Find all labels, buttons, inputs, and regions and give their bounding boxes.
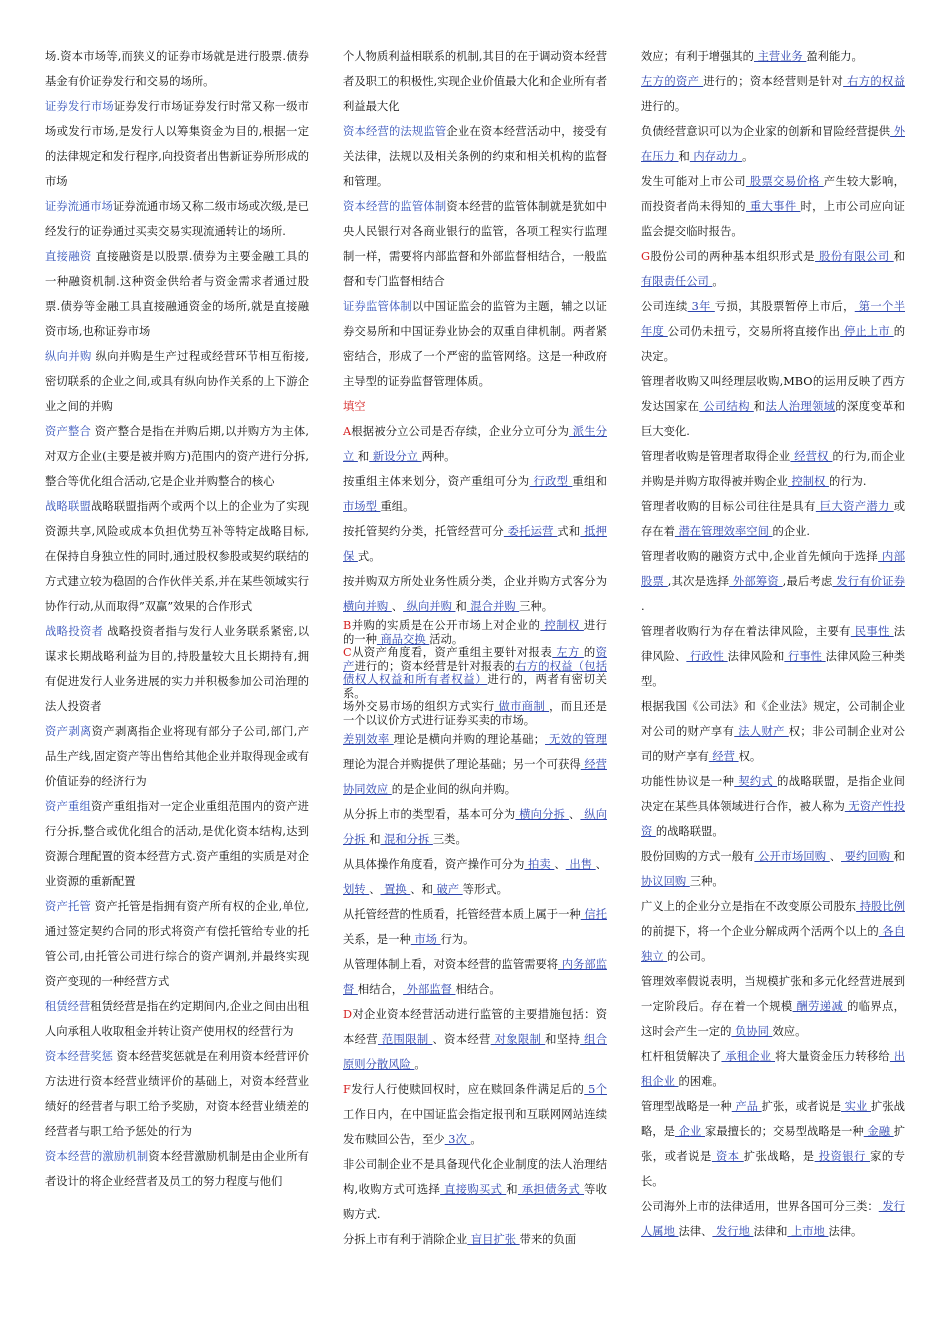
text-run: 的行为. bbox=[828, 475, 867, 488]
text-run: 进行的一种 bbox=[343, 619, 607, 646]
filled-answer: 直接购买式 bbox=[440, 1183, 507, 1196]
text-run: 和 bbox=[893, 250, 905, 263]
text-run: 权；非公司制企业对公司的财产享有 bbox=[641, 725, 905, 763]
filled-answer: 划转 bbox=[343, 883, 370, 896]
text-run: 扩张战略，是 bbox=[641, 1100, 905, 1138]
filled-answer: 右方的权益（包括债权人权益和所有者权益） bbox=[343, 659, 607, 686]
filled-answer: 内部股票 bbox=[641, 550, 905, 588]
term-label: 资本经营的法规监管 bbox=[343, 125, 447, 138]
paragraph bbox=[45, 619, 309, 719]
text-run: 关系，是一种 bbox=[343, 933, 411, 946]
filled-answer: 混合并购 bbox=[466, 600, 520, 613]
text-run: 。 bbox=[470, 1133, 482, 1146]
text-run: 效应；有利于增强其的 bbox=[641, 50, 754, 63]
paragraph bbox=[45, 244, 309, 344]
filled-answer: 拍卖 bbox=[524, 858, 555, 871]
filled-answer: 5个 bbox=[584, 1083, 607, 1096]
filled-answer: 行事性 bbox=[784, 650, 826, 663]
text-run: 管理者收购行为存在着法律风险，主要有 bbox=[641, 625, 851, 638]
text-run: 权。 bbox=[738, 750, 762, 763]
text-run: 股份回购的方式一般有 bbox=[641, 850, 755, 863]
filled-answer: 横向并购 bbox=[343, 600, 392, 613]
filled-answer: 停止上市 bbox=[840, 325, 894, 338]
text-run: 根据被分立公司是否存续，企业分立可分为 bbox=[351, 425, 570, 438]
text-run: 法律。 bbox=[828, 1225, 863, 1238]
text-run: 带来的负面 bbox=[519, 1233, 577, 1246]
text-run: 、 bbox=[829, 850, 842, 863]
text-run: 分拆上市有利于消除企业 bbox=[343, 1233, 468, 1246]
text-run: 的行为,而企业并购是并购方取得被并购企业 bbox=[641, 450, 905, 488]
text-run: 根据我国《公司法》和《企业法》规定，公司制企业对公司的财产享有 bbox=[641, 700, 905, 738]
paragraph bbox=[343, 619, 607, 646]
filled-answer: 出租企业 bbox=[641, 1050, 905, 1088]
filled-answer: 商品交换 bbox=[376, 632, 430, 646]
index-letter: G bbox=[641, 250, 651, 263]
text-run: 和 bbox=[357, 450, 370, 463]
filled-answer: 范围限制 bbox=[377, 1033, 433, 1046]
text-run: 和 bbox=[369, 833, 381, 846]
filled-answer: 投资银行 bbox=[814, 1150, 871, 1163]
paragraph bbox=[343, 852, 607, 902]
text-run: 并购的实质是在公开市场上对企业的 bbox=[351, 619, 541, 632]
paragraph bbox=[45, 419, 309, 494]
text-run: 时，上市公司应向证监会提交临时报告。 bbox=[641, 200, 905, 238]
text-run: 进行的；资本经营则是针对 bbox=[703, 75, 844, 88]
text-run: 式。 bbox=[357, 550, 381, 563]
text-run: 从资产角度看，资产重组主要针对报表 bbox=[351, 646, 553, 659]
left-column bbox=[45, 44, 309, 1194]
filled-answer: 信托 bbox=[580, 908, 607, 921]
paragraph bbox=[45, 994, 309, 1044]
index-letter: F bbox=[343, 1083, 351, 1096]
filled-answer: 金融 bbox=[863, 1125, 894, 1138]
filled-answer: 做市商制 bbox=[494, 700, 550, 713]
paragraph bbox=[343, 727, 607, 802]
text-run: 非公司制企业不是具备现代化企业制度的法人治理结构,收购方式可选择 bbox=[343, 1158, 607, 1196]
text-run: 和坚持 bbox=[545, 1033, 581, 1046]
filled-answer: 发行人属地 bbox=[641, 1200, 905, 1238]
paragraph bbox=[343, 569, 607, 619]
text-run: 等形式。 bbox=[462, 883, 508, 896]
filled-answer: 破产 bbox=[432, 883, 463, 896]
text-run: 管理者收购又叫经理层收购,MBO的运用反映了西方发达国家在 bbox=[641, 375, 905, 413]
text-run: 的决定。 bbox=[641, 325, 906, 363]
paragraph bbox=[343, 394, 607, 419]
paragraph bbox=[45, 719, 309, 794]
text-run: 、 bbox=[595, 858, 607, 871]
text-run: 和 bbox=[455, 600, 467, 613]
filled-answer: 3年 bbox=[687, 300, 715, 313]
text-run: 相结合。 bbox=[455, 983, 501, 996]
text-run: 的困难。 bbox=[678, 1075, 724, 1088]
filled-answer: 潜在管理效率空间 bbox=[674, 525, 773, 538]
text-run: 。 bbox=[414, 1058, 426, 1071]
text-run: 从具体操作角度看，资产操作可分为 bbox=[343, 858, 525, 871]
paragraph bbox=[45, 344, 309, 419]
term-label: 租赁经营 bbox=[45, 1000, 91, 1013]
text-run: 法律、 bbox=[678, 1225, 713, 1238]
filled-answer: 行政性 bbox=[686, 650, 728, 663]
text-run: 管理者收购是管理者取得企业 bbox=[641, 450, 791, 463]
text-run: 广义上的企业分立是指在不改变原公司股东 bbox=[641, 900, 857, 913]
paragraph bbox=[641, 169, 905, 244]
text-run: 和 bbox=[506, 1183, 518, 1196]
text-run: 活动。 bbox=[429, 632, 464, 646]
text-run: 企业在资本经营活动中，接受有关法律，法规以及相关条例的约束和相关机构的监督和管理。 bbox=[343, 125, 607, 188]
right-column bbox=[641, 44, 905, 1244]
filled-answer: 负协同 bbox=[731, 1025, 773, 1038]
section-heading: 填空 bbox=[343, 400, 366, 413]
filled-answer: 行政型 bbox=[529, 475, 573, 488]
filled-answer: 左方 bbox=[552, 646, 584, 659]
index-letter: D bbox=[343, 1008, 353, 1021]
paragraph bbox=[641, 894, 905, 969]
text-run: 法律风险和 bbox=[727, 650, 785, 663]
term-label: 资产重组 bbox=[45, 800, 91, 813]
text-run: 法律风险三种类型。 bbox=[641, 650, 905, 688]
term-label: 证券监管体制 bbox=[343, 300, 412, 313]
filled-answer: 第一个半年度 bbox=[641, 300, 905, 338]
text-run: 、和 bbox=[410, 883, 433, 896]
text-run: 重组和 bbox=[572, 475, 607, 488]
text-run: 的战略联盟，是指企业间决定在某些具体领域进行合作，被人称为 bbox=[641, 775, 905, 813]
text-run: 公司连续 bbox=[641, 300, 688, 313]
paragraph bbox=[641, 119, 905, 169]
paragraph bbox=[343, 952, 607, 1002]
paragraph bbox=[641, 244, 905, 294]
filled-answer: 公司结构 bbox=[699, 400, 754, 413]
text-run: 和 bbox=[678, 150, 690, 163]
filled-answer: 资本 bbox=[711, 1150, 744, 1163]
text-run: 和 bbox=[893, 850, 905, 863]
filled-answer: 经营协同效应 bbox=[343, 758, 607, 796]
text-run: 从托管经营的性质看，托管经营本质上属于一种 bbox=[343, 908, 581, 921]
text-run: 的深度变革和巨大变化. bbox=[641, 400, 905, 438]
paragraph bbox=[641, 544, 905, 619]
term-label: 证券发行市场 bbox=[45, 100, 114, 113]
filled-answer: 纵向并购 bbox=[403, 600, 456, 613]
filled-answer: 民事性 bbox=[850, 625, 894, 638]
filled-answer: 横向分拆 bbox=[515, 808, 569, 821]
text-run: 资产重组指对一定企业重组范围内的资产进行分拆,整合或优化组合的活动,是优化资本结构,达到资源合理配置的资本经营方式.资产重组的实质是对企业资源的重新配置 bbox=[45, 800, 309, 888]
filled-answer: 控制权 bbox=[540, 619, 584, 632]
paragraph bbox=[45, 94, 309, 194]
paragraph bbox=[45, 494, 309, 619]
text-run: 纵向并购是生产过程或经营环节相互衔接,密切联系的企业之间,或具有纵向协作关系的上下游企业之间的并购 bbox=[45, 350, 309, 413]
text-run: 的前提下，将一个企业分解成两个活两个以上的 bbox=[641, 925, 879, 938]
text-run: ,最后考虑 bbox=[782, 575, 833, 588]
paragraph bbox=[45, 194, 309, 244]
paragraph bbox=[343, 519, 607, 569]
text-run: 将大量资金压力转移给 bbox=[774, 1050, 890, 1063]
filled-answer: 市场型 bbox=[343, 500, 381, 513]
filled-answer: 内存动力 bbox=[689, 150, 743, 163]
paragraph bbox=[45, 794, 309, 894]
text-run: 资产托管是指拥有资产所有权的企业,单位,通过签定契约合同的形式将资产有偿托管给专业的托管公司,由托管公司进行综合的资产调剂,并最终实现资产变现的一种经营方式 bbox=[45, 900, 309, 988]
text-run: 以中国证监会的监管为主题，辅之以证券交易所和中国证券业协会的双重自律机制。两者紧密结合，形成了一个严密的监管网络。这是一种政府主导型的证券监督管理体质。 bbox=[343, 300, 607, 388]
filled-answer: 酬劳递减 bbox=[792, 1000, 848, 1013]
filled-answer: 控制权 bbox=[787, 475, 829, 488]
filled-answer: 法人治理领域 bbox=[765, 400, 836, 413]
index-letter: A bbox=[343, 425, 352, 438]
text-run: 扩张，或者说是 bbox=[641, 1125, 905, 1163]
filled-answer: 承租企业 bbox=[721, 1050, 775, 1063]
term-label: 资产整合 bbox=[45, 425, 91, 438]
filled-answer: 上市地 bbox=[787, 1225, 829, 1238]
text-run: 法律和 bbox=[753, 1225, 788, 1238]
text-run: 式和 bbox=[557, 525, 581, 538]
text-run: 、 bbox=[568, 808, 581, 821]
paragraph bbox=[641, 1194, 905, 1244]
filled-answer: 巨大资产潜力 bbox=[815, 500, 894, 513]
filled-answer: 资产 bbox=[343, 646, 607, 673]
text-run: 从管理体制上看，对资本经营的监管需要将 bbox=[343, 958, 559, 971]
term-label: 资产剥离 bbox=[45, 725, 92, 738]
term-label: 资本经营的激励机制 bbox=[45, 1150, 149, 1163]
text-run: 战略联盟指两个或两个以上的企业为了实现资源共享,风险或成本负担优势互补等特定战略目标,在保持自身独立性的同时,通过股权参股或契约联结的方式建立较为稳固的合作伙伴关系,并在某些领域实行协作行动,从而取得”双赢”效果的合作形式 bbox=[45, 500, 309, 613]
paragraph bbox=[343, 294, 607, 394]
filled-answer: 出售 bbox=[565, 858, 596, 871]
text-run: 进行的；资本经营是针对报表的 bbox=[354, 659, 516, 673]
filled-answer: 盲目扩张 bbox=[467, 1233, 520, 1246]
filled-answer: 发行地 bbox=[712, 1225, 754, 1238]
text-run: 、资本经营 bbox=[432, 1033, 491, 1046]
filled-answer: 右方的权益 bbox=[843, 75, 905, 88]
text-run: 两种。 bbox=[421, 450, 456, 463]
paragraph bbox=[641, 444, 905, 494]
text-run: 按托管契约分类，托管经营可分 bbox=[343, 525, 504, 538]
text-run: 的是企业间的纵向并购。 bbox=[391, 783, 517, 796]
term-label: 战略投资者 bbox=[45, 625, 104, 638]
text-run: 亏损，其股票暂停上市后， bbox=[714, 300, 855, 313]
paragraph bbox=[641, 494, 905, 544]
text-run: 场外交易市场的组织方式实行 bbox=[343, 700, 495, 713]
filled-answer: 股票交易价格 bbox=[745, 175, 824, 188]
text-run: 重组。 bbox=[380, 500, 415, 513]
text-run: 资本经营奖惩就是在利用资本经营评价方法进行资本经营业绩评价的基础上，对资本经营业绩好的经营者与职工给予奖励，对资本经营业绩差的经营者与职工给予惩处的行为 bbox=[45, 1050, 309, 1138]
text-run: ,其次是选择 bbox=[667, 575, 730, 588]
text-run: 家最擅长的；交易型战略是一种 bbox=[704, 1125, 864, 1138]
term-label: 资本经营的监管体制 bbox=[343, 200, 447, 213]
text-run: 三类。 bbox=[432, 833, 467, 846]
text-run: 管理者收购的目标公司往往是具有 bbox=[641, 500, 816, 513]
text-run: 、 bbox=[369, 883, 381, 896]
text-run: 家的专长。 bbox=[641, 1150, 905, 1188]
filled-answer: 差别效率 bbox=[343, 733, 394, 746]
text-run: 或存在着 bbox=[641, 500, 905, 538]
filled-answer: 产品 bbox=[731, 1100, 762, 1113]
text-run: 资本经营激励机制是由企业所有者设计的将企业经营者及员工的努力程度与他们 bbox=[45, 1150, 309, 1188]
text-run: 的企业. bbox=[772, 525, 810, 538]
filled-answer: 内务部监督 bbox=[343, 958, 607, 996]
text-run: 发行人行使赎回权时，应在赎回条件满足后的 bbox=[350, 1083, 585, 1096]
text-run: 相结合， bbox=[357, 983, 404, 996]
term-label: 纵向并购 bbox=[45, 350, 92, 363]
text-run: 管理效率假说表明，当规模扩张和多元化经营进展到一定阶段后。存在着一个规模 bbox=[641, 975, 905, 1013]
filled-answer: 股份有限公司 bbox=[815, 250, 894, 263]
paragraph bbox=[343, 1227, 607, 1252]
filled-answer: 纵向分拆 bbox=[343, 808, 607, 846]
text-run: 功能性协议是一种 bbox=[641, 775, 735, 788]
filled-answer: 新设分立 bbox=[369, 450, 422, 463]
paragraph bbox=[343, 44, 607, 119]
text-run: 扩张战略，是 bbox=[743, 1150, 815, 1163]
text-run: 三种。 bbox=[689, 875, 724, 888]
filled-answer: 左方的资产 bbox=[641, 75, 704, 88]
filled-answer: 无资产性投资 bbox=[641, 800, 905, 838]
text-run: 按并购双方所处业务性质分类，企业并购方式客分为 bbox=[343, 575, 607, 588]
filled-answer: 法人财产 bbox=[734, 725, 789, 738]
index-letter: B bbox=[343, 619, 352, 632]
text-run: 进行的，两者有密切关系。 bbox=[343, 673, 607, 700]
term-label: 资本经营奖惩 bbox=[45, 1050, 113, 1063]
filled-answer: 外部筹资 bbox=[729, 575, 783, 588]
text-run: 管理者收购的融资方式中,企业首先倾向于选择 bbox=[641, 550, 879, 563]
filled-answer: 契约式 bbox=[734, 775, 778, 788]
text-run: 从分拆上市的类型看，基本可分为 bbox=[343, 808, 516, 821]
text-run: 理论为混合并购提供了理论基础；另一个可获得 bbox=[343, 758, 581, 771]
paragraph bbox=[343, 1077, 607, 1152]
paragraph bbox=[641, 1094, 905, 1194]
text-run: 理论是横向并购的理论基础； bbox=[393, 733, 546, 746]
text-run: 三种。 bbox=[519, 600, 554, 613]
filled-answer: 外在压力 bbox=[641, 125, 905, 163]
filled-answer: 企业 bbox=[675, 1125, 705, 1138]
filled-answer: 混和分拆 bbox=[380, 833, 433, 846]
filled-answer: 各自独立 bbox=[641, 925, 905, 963]
text-run: 。 bbox=[712, 275, 724, 288]
text-run: 资本经营的监管体制就是犹如中央人民银行对各商业银行的监管，各项工程实行监理制一样，需要将内部监督和外部监督相结合，一般监督和专门监督相结合 bbox=[343, 200, 607, 288]
paragraph bbox=[343, 1152, 607, 1227]
middle-column bbox=[343, 44, 607, 1252]
text-run: 法律风险、 bbox=[641, 625, 905, 663]
filled-answer: 经营 bbox=[708, 750, 739, 763]
filled-answer: 有限责任公司 bbox=[641, 275, 713, 288]
text-run: 。 bbox=[742, 150, 754, 163]
filled-answer: 委托运营 bbox=[503, 525, 558, 538]
text-run: 扩张，或者说是 bbox=[761, 1100, 842, 1113]
paragraph bbox=[641, 1044, 905, 1094]
text-run: 证券发行市场证券发行时常又称一级市场或发行市场,是发行人以筹集资金为目的,根据一定的法律规定和发行程序,向投资者出售新证券所形成的市场 bbox=[45, 100, 309, 188]
paragraph bbox=[343, 802, 607, 852]
paragraph bbox=[343, 469, 607, 519]
text-run: 工作日内，在中国证监会指定报刊和互联网网站连续发布赎回公告，至少 bbox=[343, 1108, 607, 1146]
paragraph bbox=[343, 700, 607, 727]
text-run: 资产整合是指在并购后期,以并购方为主体,对双方企业(主要是被并购方)范围内的资产进行分拆,整合等优化组合活动,它是企业并购整合的核心 bbox=[45, 425, 309, 488]
filled-answer: 对象限制 bbox=[490, 1033, 546, 1046]
text-run: 的公司。 bbox=[667, 950, 713, 963]
filled-answer: 承担债务式 bbox=[517, 1183, 585, 1196]
filled-answer: 主营业务 bbox=[753, 50, 807, 63]
text-run: 直接融资是以股票.债券为主要金融工具的一种融资机制.这种资金供给者与资金需求者通过股票.债券等金融工具直接融通资金的场所,就是直接融资市场,也称证券市场 bbox=[45, 250, 309, 338]
text-run: 场.资本市场等,而狭义的证券市场就是进行股票.债券基金有价证券发行和交易的场所。 bbox=[45, 50, 309, 88]
text-run: 的临界点，这时会产生一定的 bbox=[641, 1000, 905, 1038]
filled-answer: 经营权 bbox=[790, 450, 833, 463]
paragraph bbox=[45, 44, 309, 94]
paragraph bbox=[45, 1144, 309, 1194]
text-run: 产生较大影响，而投资者尚未得知的 bbox=[641, 175, 905, 213]
filled-answer: 置换 bbox=[380, 883, 411, 896]
text-run: . bbox=[641, 600, 645, 613]
text-run: 和 bbox=[753, 400, 766, 413]
text-run: 等收购方式. bbox=[343, 1183, 607, 1221]
text-run: 、 bbox=[391, 600, 404, 613]
paragraph bbox=[641, 694, 905, 769]
filled-answer: 重大事件 bbox=[745, 200, 801, 213]
term-label: 战略联盟 bbox=[45, 500, 91, 513]
paragraph bbox=[343, 902, 607, 952]
filled-answer: 发行有价证券 bbox=[832, 575, 906, 588]
paragraph bbox=[343, 419, 607, 469]
text-run: 盈利能力。 bbox=[806, 50, 863, 63]
paragraph bbox=[641, 619, 905, 694]
text-run: 公司海外上市的法律适用，世界各国可分三类： bbox=[641, 1200, 879, 1213]
paragraph bbox=[641, 69, 905, 119]
filled-answer: 3次 bbox=[444, 1133, 471, 1146]
paragraph bbox=[641, 44, 905, 69]
text-run: 负债经营意识可以为企业家的创新和冒险经营提供 bbox=[641, 125, 891, 138]
filled-answer: 协议回购 bbox=[641, 875, 690, 888]
paragraph bbox=[45, 1044, 309, 1144]
text-run: 资产剥离指企业将现有部分子公司,部门,产品生产线,固定资产等出售给其他企业并取得现金或有价值证券的经济行为 bbox=[45, 725, 309, 788]
paragraph bbox=[641, 769, 905, 844]
text-run: 证券流通市场又称二级市场或次级,是已经发行的证券通过买卖交易实现流通转让的场所. bbox=[45, 200, 309, 238]
filled-answer: 要约回购 bbox=[841, 850, 894, 863]
paragraph bbox=[343, 646, 607, 700]
paragraph bbox=[641, 294, 905, 369]
paragraph bbox=[45, 894, 309, 994]
text-run: 的战略联盟。 bbox=[655, 825, 724, 838]
filled-answer: 抵押保 bbox=[343, 525, 607, 563]
term-label: 直接融资 bbox=[45, 250, 92, 263]
filled-answer: 无效的管理 bbox=[545, 733, 608, 746]
paragraph bbox=[343, 1002, 607, 1077]
filled-answer: 实业 bbox=[841, 1100, 871, 1113]
text-run: 个人物质利益相联系的机制,其目的在于调动资本经营者及职工的积极性,实现企业价值最大化和企业所有者利益最大化 bbox=[343, 50, 607, 113]
text-run: 租赁经营是指在约定期间内,企业之间由出租人向承租人收取租金并转让资产使用权的经营行为 bbox=[45, 1000, 309, 1038]
term-label: 资产托管 bbox=[45, 900, 91, 913]
paragraph bbox=[641, 369, 905, 444]
text-run: 股份公司的两种基本组织形式是 bbox=[650, 250, 816, 263]
text-run: 杠杆租赁解决了 bbox=[641, 1050, 722, 1063]
filled-answer: 外部监督 bbox=[403, 983, 456, 996]
filled-answer: 组合原则分散风险 bbox=[343, 1033, 608, 1071]
text-run: 、 bbox=[554, 858, 566, 871]
index-letter: C bbox=[343, 646, 352, 659]
text-run: 行为。 bbox=[440, 933, 475, 946]
filled-answer: 市场 bbox=[410, 933, 441, 946]
text-run: 进行的。 bbox=[641, 100, 687, 113]
text-run: 按重组主体来划分，资产重组可分为 bbox=[343, 475, 530, 488]
filled-answer: 公开市场回购 bbox=[754, 850, 830, 863]
text-run: ，而且还是一个以议价方式进行证券买卖的市场。 bbox=[343, 700, 607, 727]
paragraph bbox=[641, 969, 905, 1044]
paragraph bbox=[343, 194, 607, 294]
filled-answer: 派生分立 bbox=[343, 425, 607, 463]
text-run: 效应。 bbox=[772, 1025, 807, 1038]
text-run: 战略投资者指与发行人业务联系紧密,以谋求长期战略利益为目的,持股量较大且长期持有,拥有促进发行人业务进展的实力并积极参加公司治理的法人投资者 bbox=[45, 625, 309, 713]
text-run: 管理型战略是一种 bbox=[641, 1100, 732, 1113]
paragraph bbox=[343, 119, 607, 194]
term-label: 证券流通市场 bbox=[45, 200, 113, 213]
text-run: 的 bbox=[583, 646, 596, 659]
filled-answer: 持股比例 bbox=[856, 900, 905, 913]
paragraph bbox=[641, 844, 905, 894]
text-run: 对企业资本经营活动进行监管的主要措施包括：资本经营 bbox=[343, 1008, 607, 1046]
text-run: 发生可能对上市公司 bbox=[641, 175, 746, 188]
text-run: 公司仍未扭亏，交易所将直接作出 bbox=[667, 325, 841, 338]
